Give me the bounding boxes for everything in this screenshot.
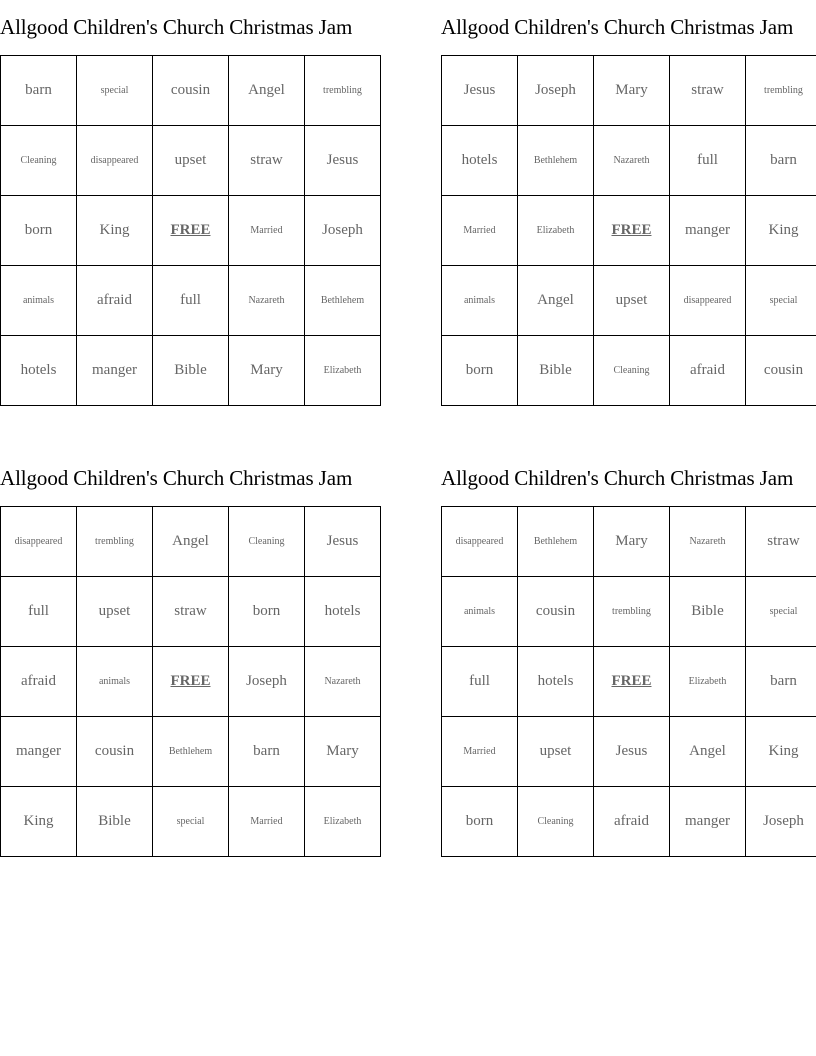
- bingo-cell: trembling: [77, 507, 153, 577]
- bingo-cell: cousin: [746, 336, 816, 406]
- bingo-cell: Nazareth: [594, 126, 670, 196]
- bingo-cell: Mary: [594, 56, 670, 126]
- grid-row: [442, 266, 816, 336]
- grid-row: [1, 647, 381, 717]
- bingo-cell: special: [153, 787, 229, 857]
- bingo-cell: Mary: [229, 336, 305, 406]
- bingo-cell: Bethlehem: [518, 126, 594, 196]
- card-title: Allgood Children's Church Christmas Jam: [441, 466, 794, 490]
- bingo-cell: Cleaning: [1, 126, 77, 196]
- bingo-cell: hotels: [305, 577, 381, 647]
- bingo-cell: cousin: [153, 56, 229, 126]
- bingo-cell: afraid: [77, 266, 153, 336]
- bingo-cell: barn: [229, 717, 305, 787]
- bingo-cell: afraid: [594, 787, 670, 857]
- grid-row: [442, 717, 816, 787]
- bingo-cell: Elizabeth: [305, 787, 381, 857]
- bingo-cell: manger: [1, 717, 77, 787]
- bingo-cell: Elizabeth: [305, 336, 381, 406]
- bingo-cell: Bethlehem: [305, 266, 381, 336]
- bingo-cell: King: [1, 787, 77, 857]
- bingo-cell: King: [746, 196, 816, 266]
- bingo-cell: Jesus: [305, 507, 381, 577]
- bingo-cell: full: [670, 126, 746, 196]
- grid-row: [442, 507, 816, 577]
- bingo-cell: Cleaning: [594, 336, 670, 406]
- bingo-cell: trembling: [746, 56, 816, 126]
- bingo-cell: trembling: [305, 56, 381, 126]
- grid-row: [1, 266, 381, 336]
- bingo-cell: born: [442, 336, 518, 406]
- grid-row: [442, 56, 816, 126]
- bingo-cell: straw: [670, 56, 746, 126]
- bingo-cell: Married: [229, 196, 305, 266]
- bingo-cell: Jesus: [442, 56, 518, 126]
- bingo-cell: full: [1, 577, 77, 647]
- bingo-card-2: [441, 0, 816, 406]
- bingo-card-4: [441, 451, 816, 857]
- bingo-cell: animals: [77, 647, 153, 717]
- bingo-cell: Joseph: [229, 647, 305, 717]
- bingo-cell: Bethlehem: [518, 507, 594, 577]
- bingo-grid: [0, 55, 381, 406]
- bingo-cell: Nazareth: [670, 507, 746, 577]
- grid-row: [1, 336, 381, 406]
- bingo-card-3: [0, 451, 375, 857]
- bingo-cell: Angel: [670, 717, 746, 787]
- grid-row: [442, 196, 816, 266]
- bingo-cell: straw: [746, 507, 816, 577]
- card-title: Allgood Children's Church Christmas Jam: [0, 466, 353, 490]
- bingo-cell: afraid: [1, 647, 77, 717]
- grid-row: [1, 126, 381, 196]
- bingo-cell: Angel: [229, 56, 305, 126]
- bingo-cell: cousin: [518, 577, 594, 647]
- bingo-cell: Nazareth: [305, 647, 381, 717]
- bingo-card-1: [0, 0, 375, 406]
- grid-row: [442, 336, 816, 406]
- bingo-cell: Jesus: [305, 126, 381, 196]
- bingo-cell: special: [746, 577, 816, 647]
- bingo-cell: special: [77, 56, 153, 126]
- bingo-cell: barn: [746, 647, 816, 717]
- grid-row: [1, 787, 381, 857]
- bingo-cell: Elizabeth: [518, 196, 594, 266]
- bingo-cell: Bible: [153, 336, 229, 406]
- grid-row: [1, 56, 381, 126]
- bingo-cell: Bible: [77, 787, 153, 857]
- bingo-cell: manger: [670, 787, 746, 857]
- bingo-cell: barn: [1, 56, 77, 126]
- bingo-cell: full: [153, 266, 229, 336]
- bingo-cell: upset: [594, 266, 670, 336]
- free-space: FREE: [153, 647, 229, 717]
- bingo-cell: cousin: [77, 717, 153, 787]
- bingo-cell: disappeared: [442, 507, 518, 577]
- bingo-cell: trembling: [594, 577, 670, 647]
- bingo-cell: disappeared: [670, 266, 746, 336]
- bingo-cell: manger: [77, 336, 153, 406]
- bingo-grid: [441, 506, 816, 857]
- bingo-cell: afraid: [670, 336, 746, 406]
- grid-row: [442, 126, 816, 196]
- bingo-cell: special: [746, 266, 816, 336]
- bingo-cell: Bethlehem: [153, 717, 229, 787]
- bingo-cell: born: [1, 196, 77, 266]
- bingo-cell: King: [77, 196, 153, 266]
- bingo-cell: animals: [1, 266, 77, 336]
- bingo-cell: King: [746, 717, 816, 787]
- bingo-cell: Mary: [305, 717, 381, 787]
- bingo-cell: Jesus: [594, 717, 670, 787]
- grid-row: [442, 787, 816, 857]
- bingo-cell: Nazareth: [229, 266, 305, 336]
- bingo-cell: born: [229, 577, 305, 647]
- bingo-cell: Elizabeth: [670, 647, 746, 717]
- bingo-cell: straw: [153, 577, 229, 647]
- card-title: Allgood Children's Church Christmas Jam: [0, 15, 353, 39]
- bingo-cell: Bible: [518, 336, 594, 406]
- card-title: Allgood Children's Church Christmas Jam: [441, 15, 794, 39]
- bingo-cell: Angel: [153, 507, 229, 577]
- bingo-cell: hotels: [442, 126, 518, 196]
- bingo-cell: Joseph: [305, 196, 381, 266]
- bingo-cell: upset: [518, 717, 594, 787]
- bingo-grid: [441, 55, 816, 406]
- grid-row: [1, 196, 381, 266]
- bingo-cell: Married: [442, 196, 518, 266]
- bingo-cell: Joseph: [746, 787, 816, 857]
- bingo-cell: Married: [229, 787, 305, 857]
- bingo-cell: born: [442, 787, 518, 857]
- bingo-cell: Joseph: [518, 56, 594, 126]
- grid-row: [1, 507, 381, 577]
- grid-row: [442, 577, 816, 647]
- bingo-cell: hotels: [518, 647, 594, 717]
- bingo-cell: animals: [442, 266, 518, 336]
- bingo-cell: Cleaning: [518, 787, 594, 857]
- grid-row: [442, 647, 816, 717]
- bingo-cell: Mary: [594, 507, 670, 577]
- bingo-cell: Cleaning: [229, 507, 305, 577]
- bingo-cell: manger: [670, 196, 746, 266]
- bingo-cell: hotels: [1, 336, 77, 406]
- bingo-grid: [0, 506, 381, 857]
- grid-row: [1, 717, 381, 787]
- bingo-cell: straw: [229, 126, 305, 196]
- free-space: FREE: [594, 196, 670, 266]
- bingo-cell: Angel: [518, 266, 594, 336]
- grid-row: [1, 577, 381, 647]
- bingo-cell: barn: [746, 126, 816, 196]
- free-space: FREE: [594, 647, 670, 717]
- free-space: FREE: [153, 196, 229, 266]
- bingo-cell: disappeared: [77, 126, 153, 196]
- bingo-cell: Married: [442, 717, 518, 787]
- bingo-cell: disappeared: [1, 507, 77, 577]
- bingo-cell: upset: [153, 126, 229, 196]
- bingo-cell: Bible: [670, 577, 746, 647]
- bingo-cell: animals: [442, 577, 518, 647]
- bingo-cell: upset: [77, 577, 153, 647]
- bingo-cell: full: [442, 647, 518, 717]
